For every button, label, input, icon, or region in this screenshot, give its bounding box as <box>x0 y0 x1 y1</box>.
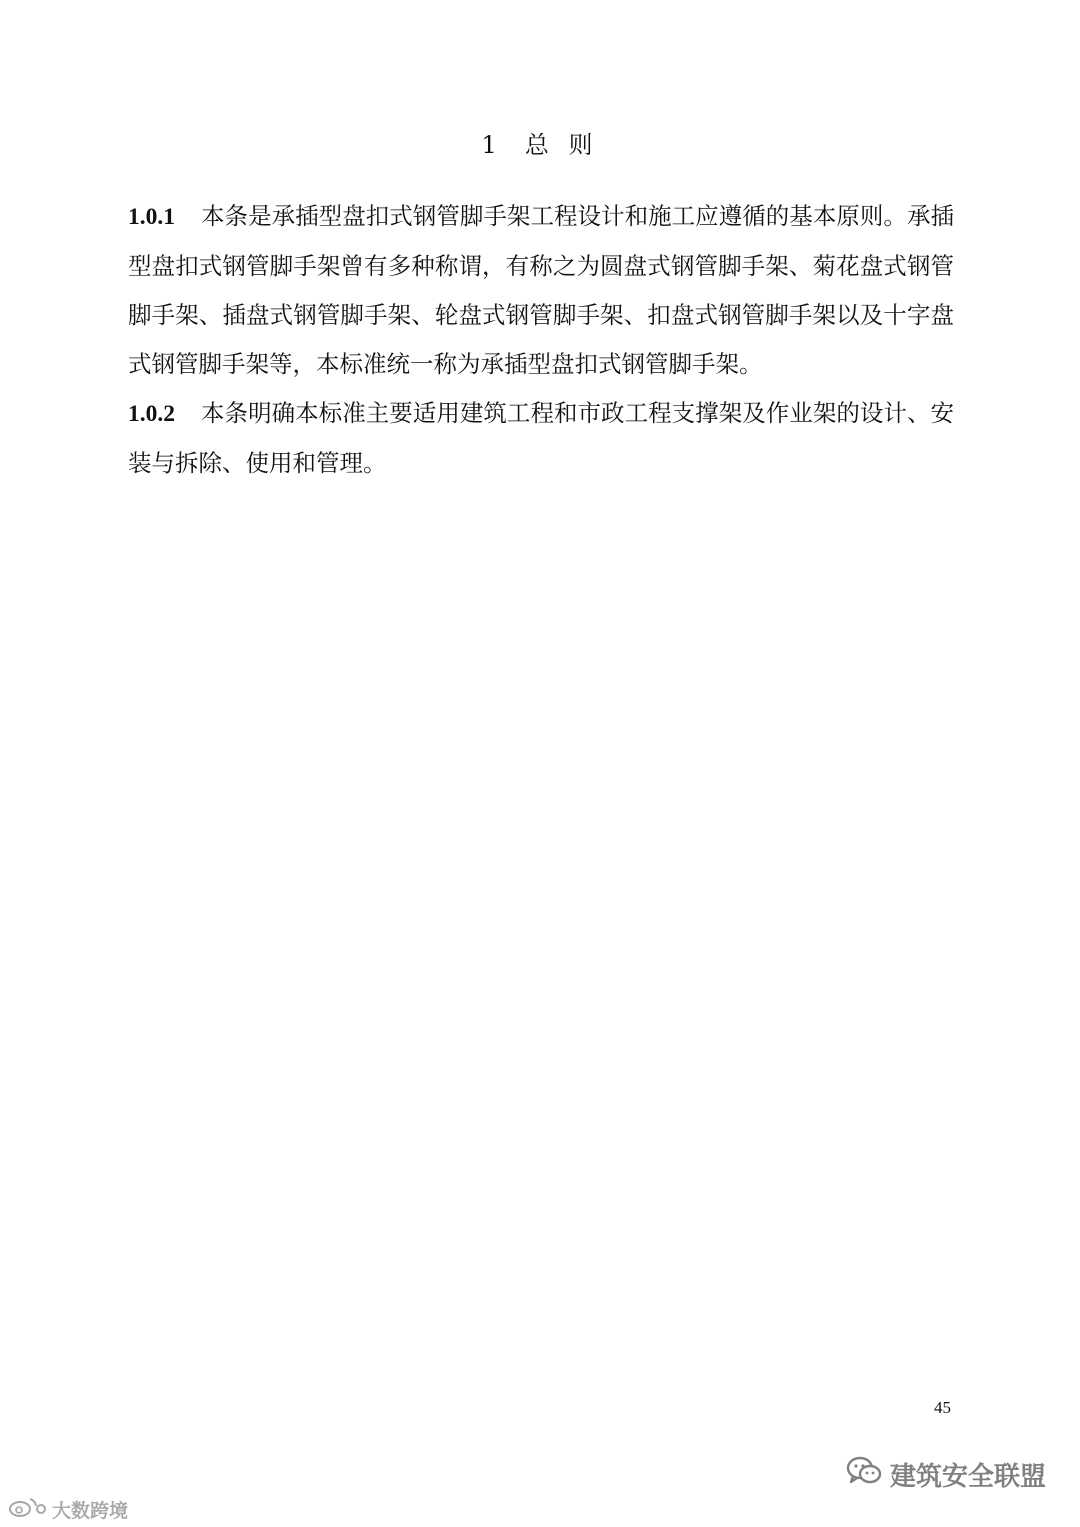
chapter-title <box>0 127 1080 163</box>
clause-text: 本条是承插型盘扣式钢管脚手架工程设计和施工应遵循的基本原则。承插型盘扣式钢管脚手架曾有多种称谓，有称之为圆盘式钢管脚手架、菊花盘式钢管脚手架、插盘式钢管脚手架、轮盘式钢管脚手架、扣盘式钢管脚手架以及十字盘式钢管脚手架等，本标准统一称为承插型盘扣式钢管脚手架。 <box>128 202 954 378</box>
wechat-watermark <box>846 1454 1046 1494</box>
page-number: 45 <box>934 1398 951 1417</box>
clause-1-0-2 <box>128 389 954 488</box>
weibo-watermark <box>8 1496 128 1522</box>
clause-1-0-1 <box>128 192 954 389</box>
clause-number: 1.0.2 <box>128 401 175 427</box>
weibo-icon <box>8 1495 52 1524</box>
weibo-account-name: 大数跨境 <box>52 1499 129 1522</box>
wechat-account-name: 建筑安全联盟 <box>890 1461 1047 1492</box>
chapter-title-text: 总 则 <box>524 131 599 159</box>
chapter-body <box>128 192 954 488</box>
clause-text: 本条明确本标准主要适用建筑工程和市政工程支撑架及作业架的设计、安装与拆除、使用和管理。 <box>128 399 954 477</box>
wechat-icon <box>846 1456 890 1493</box>
clause-number: 1.0.1 <box>128 204 175 230</box>
chapter-number: 1 <box>481 131 503 159</box>
